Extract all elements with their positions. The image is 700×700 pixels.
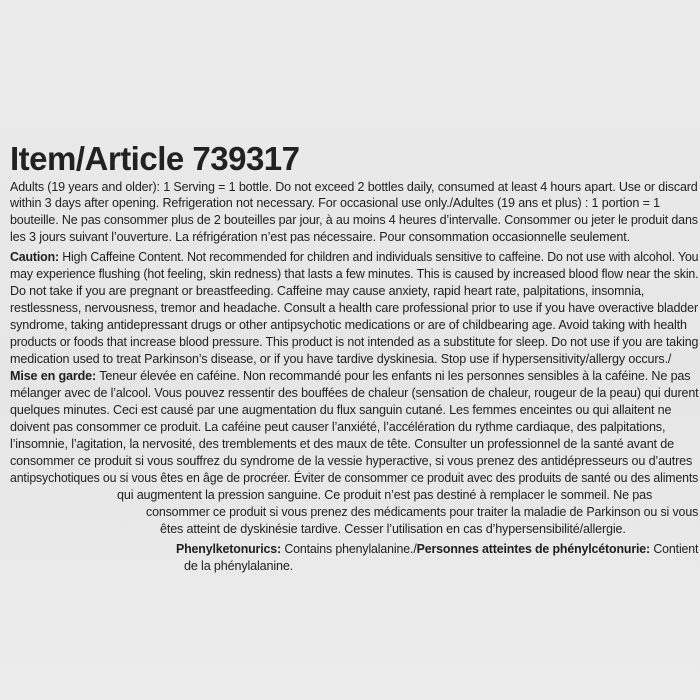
dosage-line: Adults (19 years and older): 1 Serving = 1 bottle. Do not exceed 2 bottles daily, consumed at least 4 hours apart. Use or discard [10, 180, 698, 194]
phenylketonurics-line [176, 542, 698, 557]
dosage-line: bouteille. Ne pas consommer plus de 2 bouteilles par jour, à au moins 4 heures d’intervalle. Consommer ou jeter le produit dans [10, 213, 698, 227]
mise-en-garde-text: Teneur élevée en caféine. Non recommandé pour les enfants ni les personnes sensibles à la caféine. Ne pas [96, 369, 691, 383]
mise-en-garde-line: antipsychotiques ou si vous êtes en âge de procréer. Éviter de consommer ce produit avec des produits de santé ou des aliments [10, 471, 699, 485]
mise-en-garde-line: qui augmentent la pression sanguine. Ce produit n’est pas destiné à remplacer le sommeil. Ne pas [117, 488, 653, 502]
caution-line: products or foods that increase blood pressure. This product is not intended as a substitute for sleep. Do not use if you are taking [10, 335, 699, 349]
caution-line: syndrome, taking antidepressant drugs or other antipsychotic medications or are of childbearing age. Avoid taking with health [10, 318, 687, 332]
dosage-line: within 3 days after opening. Refrigeration not necessary. For occasional use only./Adultes (19 ans et plus) : 1 portion = 1 [10, 196, 660, 210]
caution-text: High Caffeine Content. Not recommended for children and individuals sensitive to caffeine. Do not use with alcohol. You [58, 250, 699, 264]
mise-en-garde-line: l’insomnie, l’agitation, la nervosité, des tremblements et des maux de tête. Consulter un professionnel de la santé avant de [10, 437, 674, 451]
phenylcetonurie-line: de la phénylalanine. [184, 559, 294, 573]
phenylcetonurie-text: Contient [650, 542, 699, 556]
mise-en-garde-line: quelques minutes. Ceci est causé par une augmentation du flux sanguin cutané. Les femmes enceintes ou qui allaitent ne [10, 403, 672, 417]
item-number-title: Item/Article 739317 [10, 140, 300, 177]
mise-en-garde-line: mélanger avec de l’alcool. Vous pouvez ressentir des bouffées de chaleur (sensation de chaleur, rougeur de la peau) qui durent [10, 386, 699, 400]
caution-line: may experience flushing (hot feeling, skin redness) that lasts a few minutes. This is caused by increased blood flow near the skin. [10, 267, 699, 281]
caution-heading: Caution: [10, 250, 59, 264]
mise-en-garde-line: doivent pas consommer ce produit. La caféine peut causer l’anxiété, l’accélération du rythme cardiaque, des palpitations, [10, 420, 666, 434]
mise-en-garde-heading: Mise en garde: [10, 369, 97, 383]
mise-en-garde-first-line [10, 369, 690, 384]
phenylketonurics-text: Contains phenylalanine./ [281, 542, 417, 556]
caution-line: restlessness, nervousness, tremor and headache. Consult a health care professional prior to use if you have overactive bladder [10, 301, 698, 315]
caution-line: Do not take if you are pregnant or breastfeeding. Caffeine may cause anxiety, rapid heart rate, palpitations, insomnia, [10, 284, 645, 298]
phenylketonurics-heading: Phenylketonurics: [176, 542, 282, 556]
mise-en-garde-line: consommer ce produit si vous souffrez du syndrome de la vessie hyperactive, si vous prenez des antidépresseurs ou d’autres [10, 454, 693, 468]
caution-line: medication used to treat Parkinson’s disease, or if you have tardive dyskinesia. Stop use if hypersensitivity/allergy occurs./ [10, 352, 672, 366]
caution-first-line [10, 250, 698, 265]
phenylcetonurie-heading: Personnes atteintes de phénylcétonurie: [416, 542, 651, 556]
mise-en-garde-line: consommer ce produit si vous prenez des médicaments pour traiter la maladie de Parkinson ou si vous [146, 505, 699, 519]
mise-en-garde-line: êtes atteint de dyskinésie tardive. Cesser l’utilisation en cas d’hypersensibilité/allergie. [160, 522, 626, 536]
dosage-line: les 3 jours suivant l’ouverture. La réfrigération n’est pas nécessaire. Pour consommation occasionnelle seulement. [10, 230, 630, 244]
